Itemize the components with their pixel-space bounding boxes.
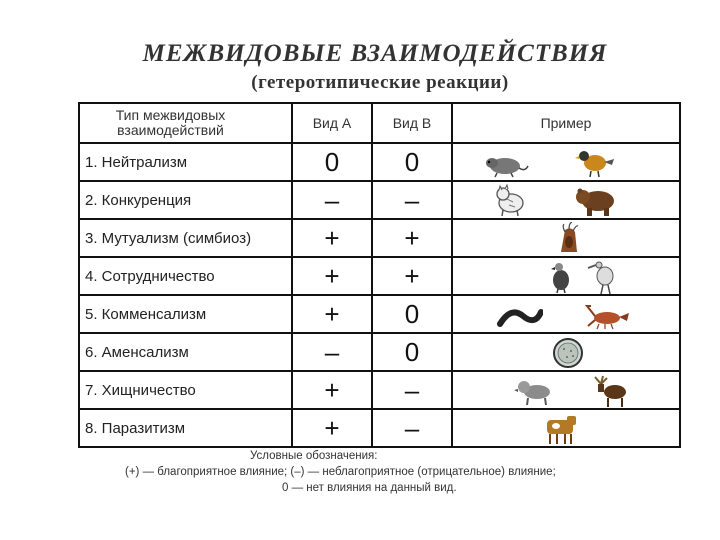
table-row: [79, 409, 680, 447]
crayfish-icon: [585, 298, 631, 332]
header-type: [79, 103, 292, 143]
row-name: 7. Хищничество: [79, 371, 292, 409]
wildcat-icon: [489, 184, 535, 218]
table-row: [79, 181, 680, 219]
row-species-a: –: [292, 333, 372, 371]
table-row: [79, 295, 680, 333]
row-species-a: +: [292, 371, 372, 409]
row-example: [452, 333, 680, 371]
row-example: [452, 371, 680, 409]
row-species-a: 0: [292, 143, 372, 181]
table-row: [79, 333, 680, 371]
row-species-a: +: [292, 219, 372, 257]
table-row: [79, 371, 680, 409]
header-species-b: Вид В: [372, 103, 452, 143]
row-example: [452, 409, 680, 447]
row-species-b: 0: [372, 333, 452, 371]
page-title: МЕЖВИДОВЫЕ ВЗАИМОДЕЙСТВИЯ: [142, 40, 608, 67]
row-species-b: –: [372, 409, 452, 447]
header-type-line1: Тип межвидовых: [115, 107, 226, 123]
bird-icon: [571, 146, 617, 180]
row-species-a: +: [292, 409, 372, 447]
row-example: [452, 143, 680, 181]
header-example: Пример: [452, 103, 680, 143]
legend-line-zero: 0 — нет влияния на данный вид.: [282, 482, 457, 494]
row-species-a: +: [292, 257, 372, 295]
worm-icon: [497, 298, 543, 332]
row-example: [452, 219, 680, 257]
row-name: 4. Сотрудничество: [79, 257, 292, 295]
moose-icon: [589, 374, 635, 408]
header-type-line2: взаимодействий: [117, 122, 224, 138]
hermit-crab-anemone-icon: [545, 222, 591, 256]
vulture-icon: [537, 260, 583, 294]
header-species-a: Вид А: [292, 103, 372, 143]
table-row: [79, 143, 680, 181]
page-subtitle: (гетеротипические реакции): [251, 72, 509, 93]
petri-dish-icon: [545, 336, 591, 370]
legend-line-signs: (+) — благоприятное влияние; (–) — неблагоприятное (отрицательное) влияние;: [125, 466, 556, 478]
stork-icon: [581, 260, 627, 294]
row-species-b: –: [372, 371, 452, 409]
row-example: [452, 257, 680, 295]
row-name: 5. Комменсализм: [79, 295, 292, 333]
row-species-b: 0: [372, 295, 452, 333]
row-species-b: –: [372, 181, 452, 219]
table-header-row: [79, 103, 680, 143]
row-species-b: 0: [372, 143, 452, 181]
row-species-a: –: [292, 181, 372, 219]
row-example: [452, 181, 680, 219]
table-row: [79, 257, 680, 295]
cow-icon: [537, 412, 583, 446]
table-row: [79, 219, 680, 257]
row-name: 1. Нейтрализм: [79, 143, 292, 181]
wolf-icon: [513, 374, 559, 408]
row-species-a: +: [292, 295, 372, 333]
interactions-table: [78, 102, 681, 448]
row-species-b: +: [372, 219, 452, 257]
row-name: 3. Мутуализм (симбиоз): [79, 219, 292, 257]
row-name: 6. Аменсализм: [79, 333, 292, 371]
row-name: 8. Паразитизм: [79, 409, 292, 447]
legend-title: Условные обозначения:: [250, 450, 378, 462]
row-species-b: +: [372, 257, 452, 295]
row-example: [452, 295, 680, 333]
bear-icon: [573, 184, 619, 218]
row-name: 2. Конкуренция: [79, 181, 292, 219]
rodent-icon: [483, 146, 529, 180]
